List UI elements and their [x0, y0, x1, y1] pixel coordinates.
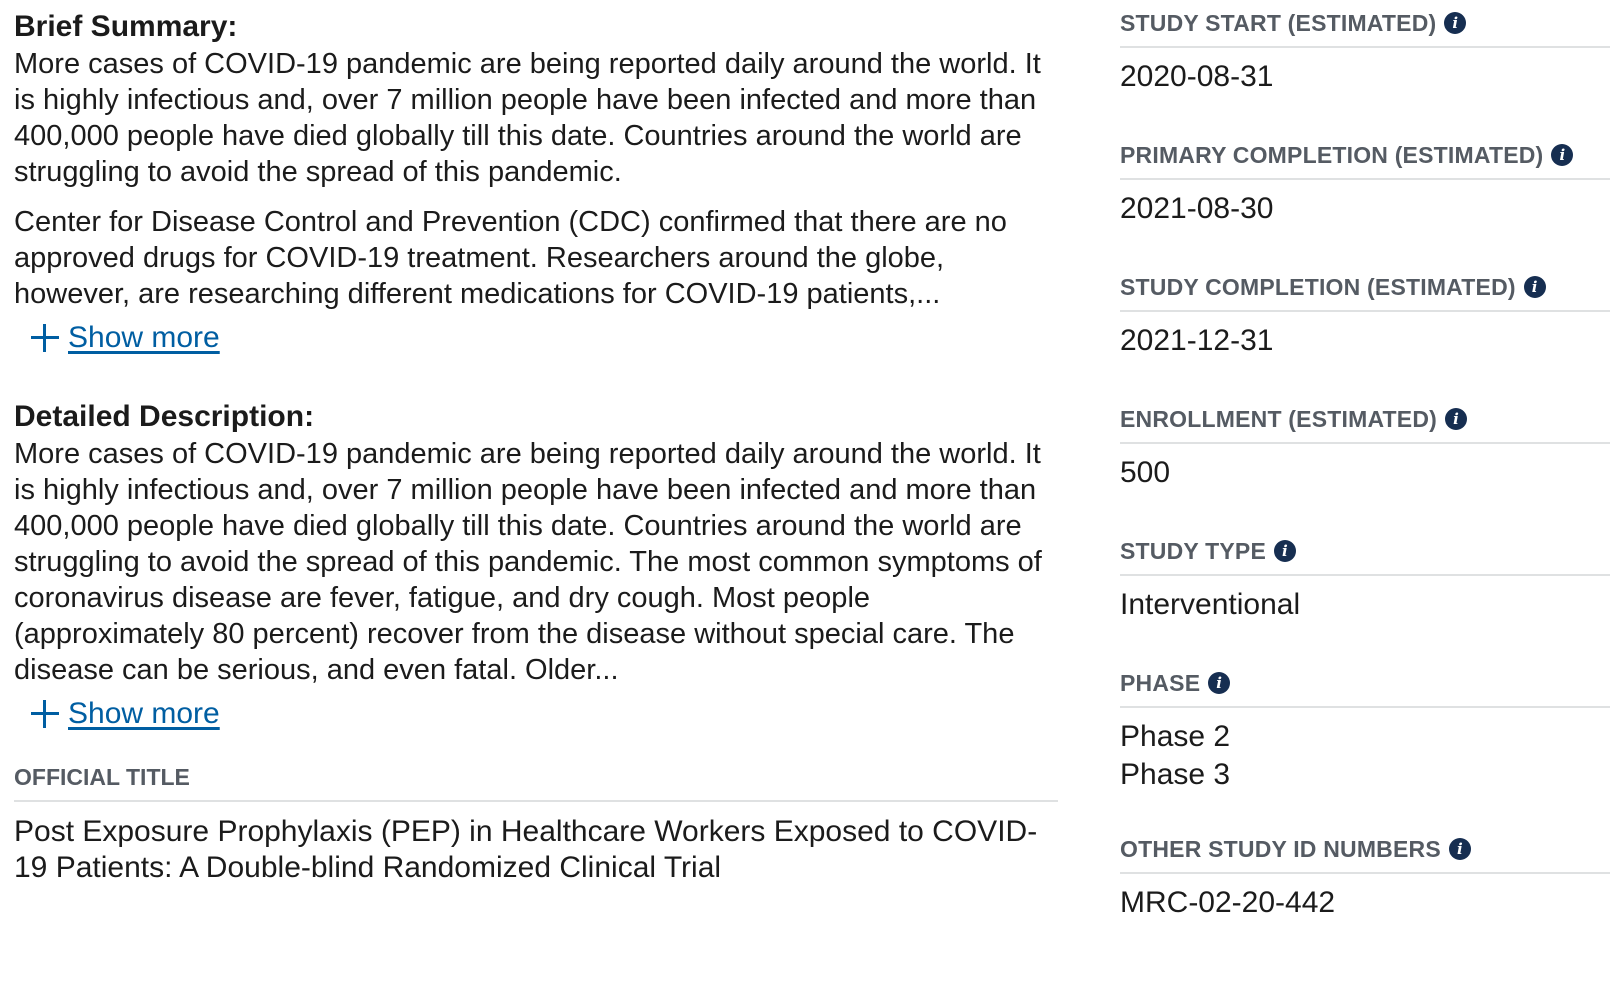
- official-title-section: [14, 762, 1058, 886]
- field-label: PRIMARY COMPLETION (ESTIMATED): [1120, 142, 1544, 168]
- official-title-value: Post Exposure Prophylaxis (PEP) in Healthcare Workers Exposed to COVID-19 Patients: A Double-blind Randomized Clinical Trial: [14, 815, 1038, 884]
- show-more-label: Show more: [68, 321, 220, 354]
- plus-icon: [30, 699, 60, 729]
- info-icon[interactable]: i: [1274, 540, 1296, 562]
- field-phase: [1120, 668, 1610, 794]
- divider: [1120, 178, 1610, 180]
- info-icon[interactable]: i: [1551, 144, 1573, 166]
- detailed-description-text: More cases of COVID-19 pandemic are being reported daily around the world. It is highly infectious and, over 7 million people have been infected and more than 400,000 people have died globally till this date. Countries around the world are struggling to avoid the spread of this pandemic. The most common symptoms of coronavirus disease are fever, fatigue, and dry cough. Most people (approximately 80 percent) recover from the disease without special care. The disease can be serious, and even fatal. Older...: [14, 438, 1042, 686]
- field-value: Phase 2: [1120, 720, 1231, 753]
- detailed-description-show-more-button[interactable]: [30, 694, 220, 734]
- info-icon[interactable]: i: [1524, 276, 1546, 298]
- field-label: OTHER STUDY ID NUMBERS: [1120, 836, 1441, 862]
- field-value: Interventional: [1120, 588, 1301, 621]
- info-icon[interactable]: i: [1445, 408, 1467, 430]
- field-label: STUDY COMPLETION (ESTIMATED): [1120, 274, 1516, 300]
- brief-summary-section: [14, 8, 1058, 358]
- field-label: STUDY START (ESTIMATED): [1120, 10, 1437, 36]
- plus-icon: [30, 323, 60, 353]
- field-other-study-id: [1120, 834, 1610, 922]
- detailed-description-heading: Detailed Description:: [14, 400, 315, 433]
- brief-summary-paragraph-1: More cases of COVID-19 pandemic are being reported daily around the world. It is highly infectious and, over 7 million people have been infected and more than 400,000 people have died globally till this date. Countries around the world are struggling to avoid the spread of this pandemic.: [14, 48, 1041, 188]
- field-value: Phase 3: [1120, 758, 1231, 791]
- show-more-label: Show more: [68, 697, 220, 730]
- field-primary-completion: [1120, 140, 1610, 228]
- brief-summary-heading: Brief Summary:: [14, 10, 238, 43]
- field-value: 2021-08-30: [1120, 192, 1274, 225]
- official-title-label: OFFICIAL TITLE: [14, 764, 190, 790]
- field-value: 2021-12-31: [1120, 324, 1274, 357]
- brief-summary-paragraph-2: Center for Disease Control and Prevention (CDC) confirmed that there are no approved drugs for COVID-19 treatment. Researchers around the globe, however, are researching different medications for COVID-19 patients,...: [14, 206, 1007, 310]
- field-label: PHASE: [1120, 670, 1201, 696]
- field-label: STUDY TYPE: [1120, 538, 1266, 564]
- field-study-start: [1120, 8, 1610, 96]
- field-value: 2020-08-31: [1120, 60, 1274, 93]
- field-study-completion: [1120, 272, 1610, 360]
- divider: [1120, 872, 1610, 874]
- divider: [1120, 706, 1610, 708]
- field-study-type: [1120, 536, 1610, 624]
- divider: [14, 800, 1058, 802]
- divider: [1120, 310, 1610, 312]
- info-icon[interactable]: i: [1444, 12, 1466, 34]
- divider: [1120, 46, 1610, 48]
- divider: [1120, 574, 1610, 576]
- field-enrollment: [1120, 404, 1610, 492]
- main-content: [14, 8, 1058, 886]
- field-value: 500: [1120, 456, 1171, 489]
- field-value: MRC-02-20-442: [1120, 886, 1336, 919]
- info-icon[interactable]: i: [1208, 672, 1230, 694]
- detailed-description-section: [14, 398, 1058, 734]
- info-icon[interactable]: i: [1449, 838, 1471, 860]
- divider: [1120, 442, 1610, 444]
- study-details-sidebar: [1120, 8, 1610, 922]
- brief-summary-show-more-button[interactable]: [30, 318, 220, 358]
- field-label: ENROLLMENT (ESTIMATED): [1120, 406, 1438, 432]
